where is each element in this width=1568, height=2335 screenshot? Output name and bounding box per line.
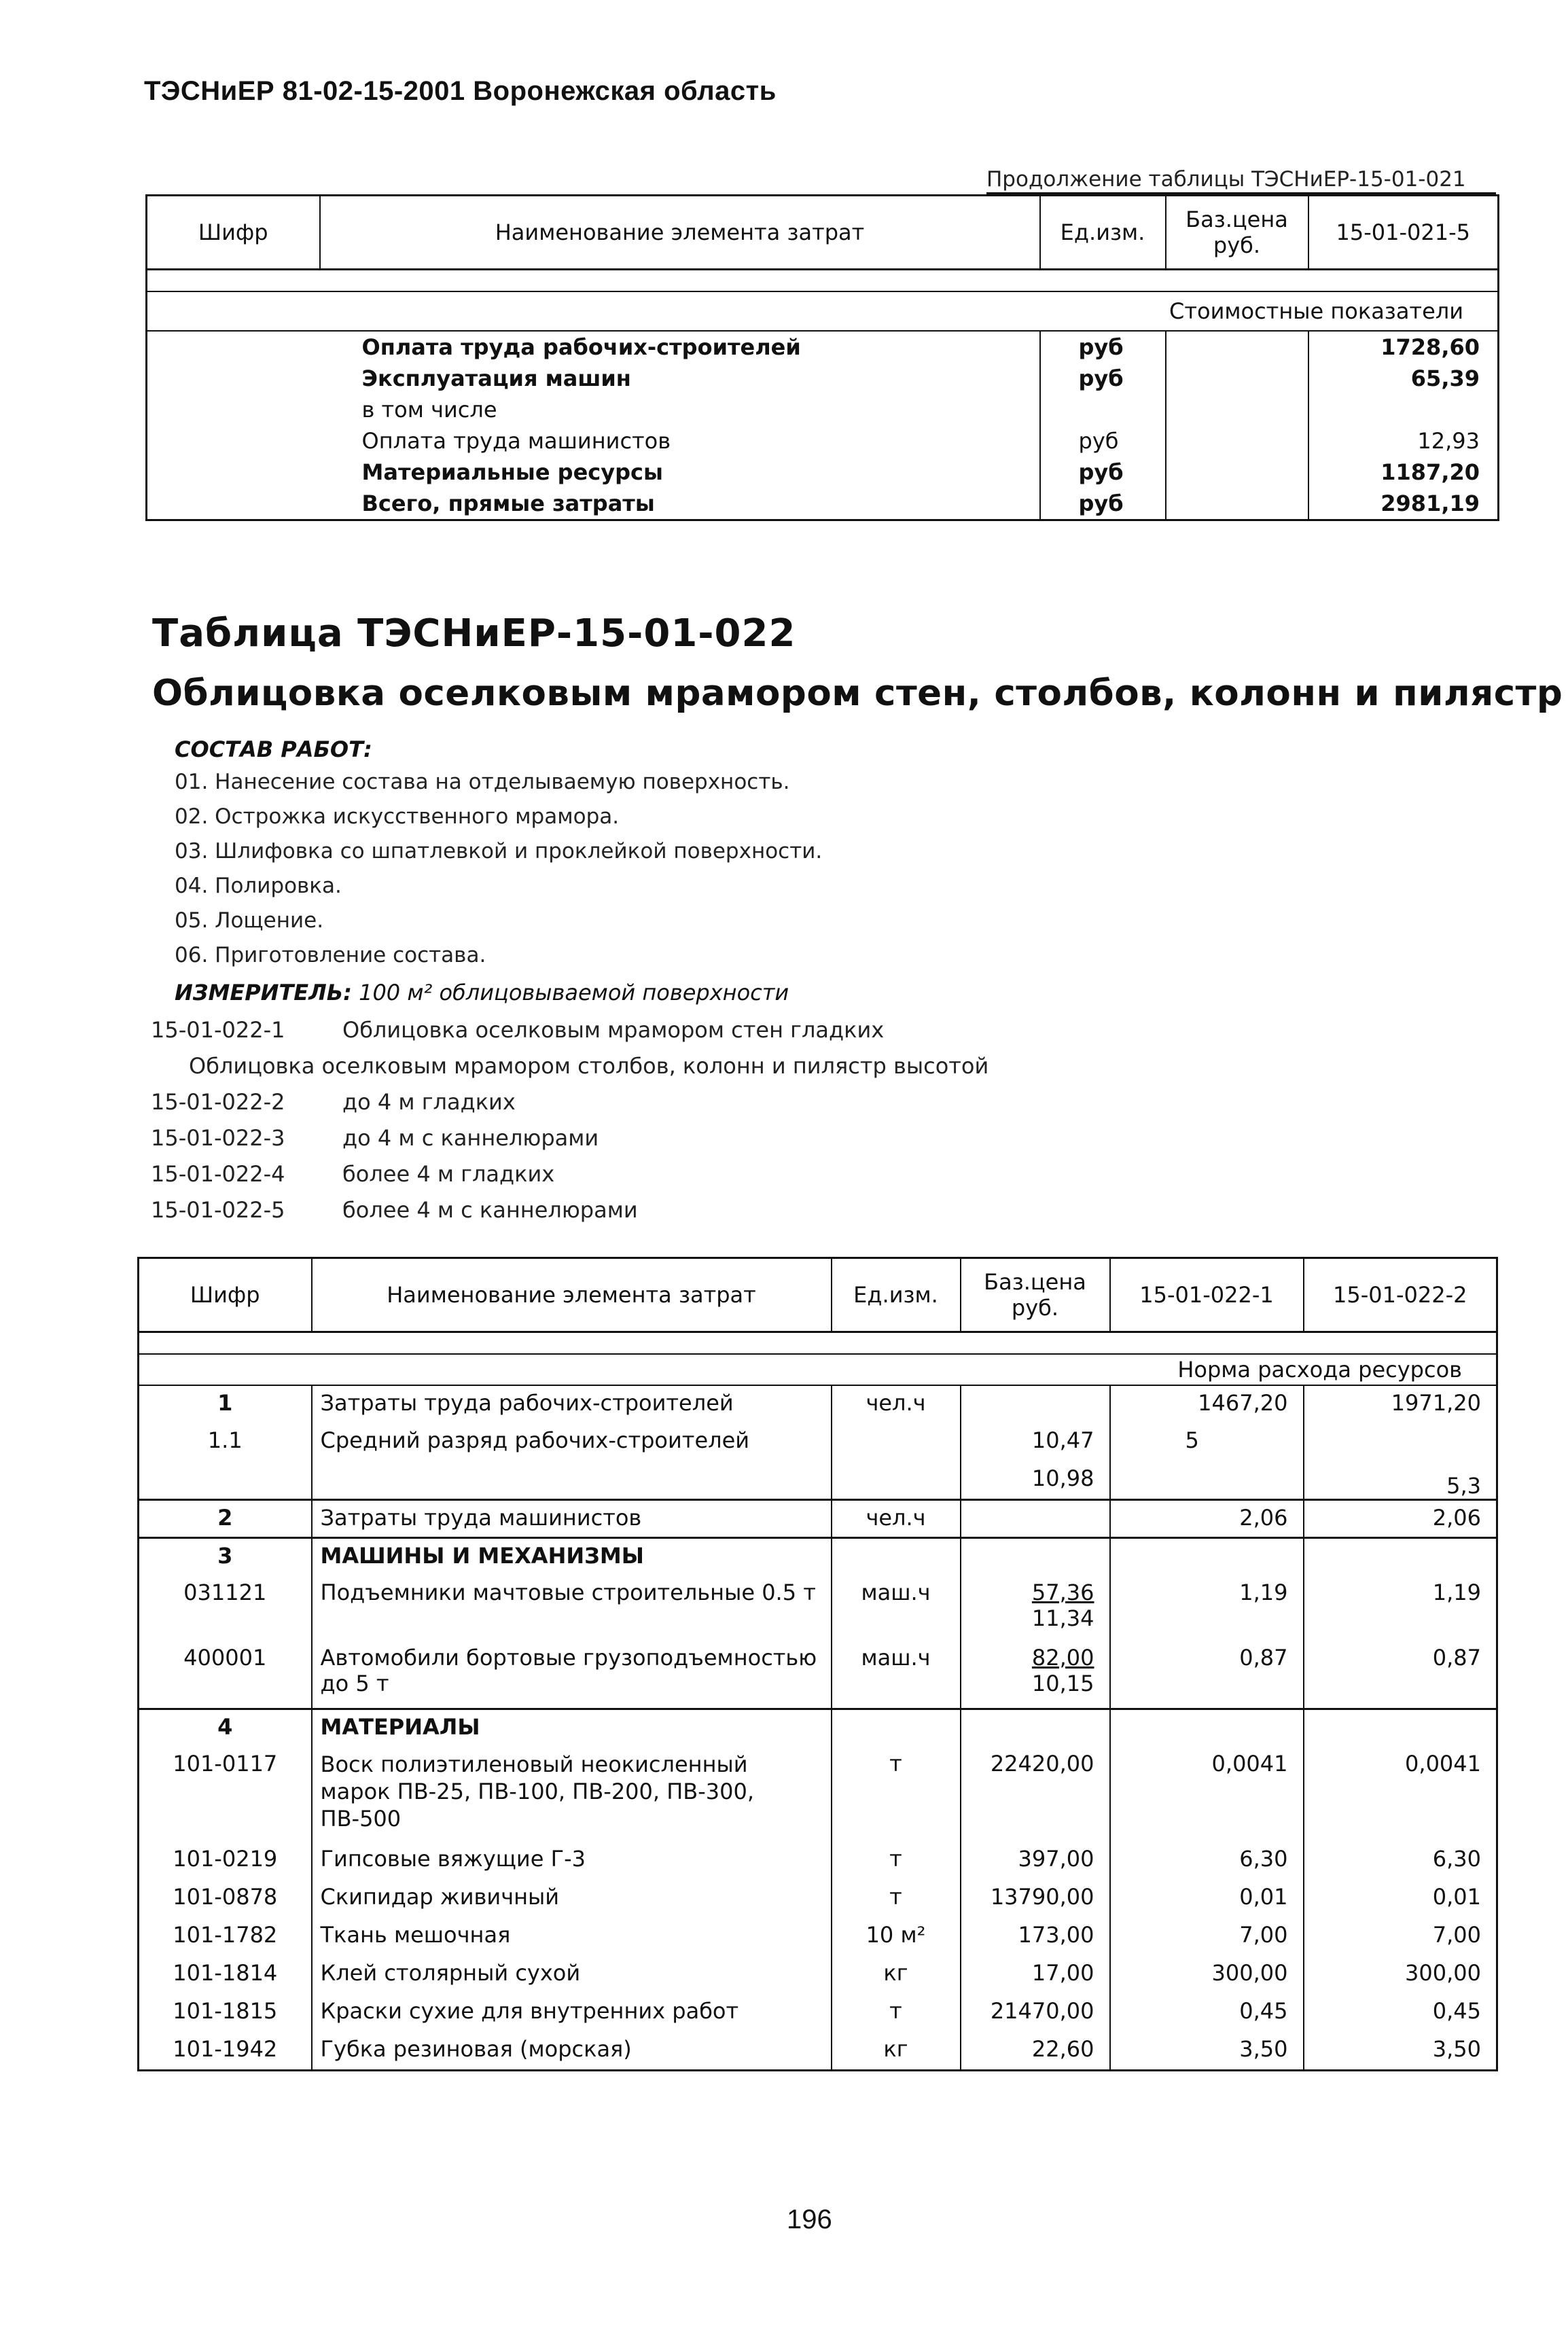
col-header-price: Баз.цена руб. [1166,196,1308,270]
header-gap [139,1332,1497,1355]
table-row [139,1641,1497,1709]
code: 15-01-022-4 [151,1161,285,1187]
row-price-machinist: 11,34 [1031,1605,1094,1631]
measurer-line [175,980,789,1005]
row-price: 22420,00 [961,1747,1110,1842]
row-value-2: 0,45 [1432,1998,1481,2024]
row-value-1 [1110,1709,1304,1747]
code: 15-01-022-2 [151,1089,285,1115]
col-header-code-022-2: 15-01-022-2 [1304,1258,1497,1332]
row-name: Губка резиновая (морская) [312,2032,832,2070]
col-header-code: Шифр [139,1258,312,1332]
row-code [139,1461,312,1499]
row-code: 2 [139,1499,312,1537]
row-price: 173,00 [961,1918,1110,1956]
row-name: Материальные ресурсы [320,457,1040,488]
row-value: 1187,20 [1380,459,1480,485]
row-unit: т [832,1994,961,2032]
row-unit: кг [832,1956,961,1994]
row-code: 101-1815 [139,1994,312,2032]
row-price: 397,00 [961,1842,1110,1880]
row-value-2 [1304,1423,1497,1461]
row-value: 12,93 [1417,428,1480,454]
row-value-1: 0,45 [1110,1994,1304,2032]
row-price: 17,00 [961,1956,1110,1994]
row-code: 101-1814 [139,1956,312,1994]
row-unit [832,1461,961,1499]
row-unit [1040,394,1166,425]
measurer-value: 100 м² облицовываемой поверхности [359,980,789,1005]
codes-list [151,1012,988,1228]
row-name: Затраты труда машинистов [312,1499,832,1537]
operation-item: 05. Лощение. [175,908,324,933]
row-name: Краски сухие для внутренних работ [312,1994,832,2032]
code-text: Облицовка оселковым мрамором столбов, колонн и пилястр высотой [189,1053,989,1079]
row-unit: чел.ч [832,1385,961,1423]
row-name: Клей столярный сухой [312,1956,832,1994]
operation-item: 06. Приготовление состава. [175,943,486,967]
row-value-1 [1110,1461,1304,1499]
table-row [139,2032,1497,2070]
table-row [147,363,1499,394]
row-unit: руб [1040,425,1166,457]
table-subtitle: Облицовка оселковым мрамором стен, столбов, колонн и пилястр [152,673,1563,714]
row-name: Всего, прямые затраты [320,488,1040,520]
row-name: Автомобили бортовые грузоподъемностью до 5 т [312,1641,832,1709]
row-value-1: 6,30 [1110,1842,1304,1880]
col-header-code: Шифр [147,196,320,270]
row-value-2: 3,50 [1432,2036,1481,2062]
col-header-price: Баз.цена руб. [961,1258,1110,1332]
row-value-2: 6,30 [1432,1846,1481,1872]
table-row [147,457,1499,488]
col-header-code-021-5: 15-01-021-5 [1308,196,1499,270]
row-unit: маш.ч [832,1575,961,1641]
row-value-1: 3,50 [1110,2032,1304,2070]
row-unit: т [832,1747,961,1842]
row-code: 101-1782 [139,1918,312,1956]
code: 15-01-022-5 [151,1197,285,1223]
row-value: 2981,19 [1380,491,1480,516]
row-price: 13790,00 [961,1880,1110,1918]
row-name: Эксплуатация машин [320,363,1040,394]
row-value-2: 5,3 [1446,1472,1481,1499]
row-price [961,1537,1110,1575]
header-gap [147,270,1499,292]
row-value-2: 2,06 [1304,1499,1497,1537]
row-code: 101-1942 [139,2032,312,2070]
operation-item: 02. Острожка искусственного мрамора. [175,804,620,829]
col-header-name: Наименование элемента затрат [320,196,1040,270]
row-name: Подъемники мачтовые строительные 0.5 т [312,1575,832,1641]
row-name: Затраты труда рабочих-строителей [312,1385,832,1423]
operation-item: 01. Нанесение состава на отделываемую поверхность. [175,770,790,794]
row-value: 1728,60 [1380,334,1480,360]
code: 15-01-022-1 [151,1017,285,1043]
subheader-cost-indicators: Стоимостные показатели [147,291,1499,331]
row-price [961,1499,1110,1537]
row-name: Оплата труда машинистов [320,425,1040,457]
row-price-machinist: 10,15 [1031,1671,1094,1696]
code-text: до 4 м с каннелюрами [342,1125,599,1151]
row-unit: маш.ч [832,1641,961,1709]
row-code: 031121 [139,1575,312,1641]
table-row [139,1423,1497,1461]
row-price-cell [961,1641,1110,1709]
col-header-unit: Ед.изм. [832,1258,961,1332]
row-unit: кг [832,2032,961,2070]
row-price: 57,36 [1031,1580,1094,1605]
table-row [147,425,1499,457]
row-price-cell [961,1575,1110,1641]
row-unit: руб [1040,331,1166,363]
row-name: Гипсовые вяжущие Г-3 [312,1842,832,1880]
row-code: 1.1 [139,1423,312,1461]
row-code: 1 [139,1385,312,1423]
row-unit: т [832,1880,961,1918]
col-header-code-022-1: 15-01-022-1 [1110,1258,1304,1332]
table-row [139,1918,1497,1956]
row-value-2: 300,00 [1405,1960,1481,1986]
table-row [139,1499,1497,1537]
row-code: 4 [139,1709,312,1747]
row-name: МАШИНЫ И МЕХАНИЗМЫ [312,1537,832,1575]
sostav-label: СОСТАВ РАБОТ: [175,736,372,762]
row-unit [832,1423,961,1461]
row-value-2: 1,19 [1432,1580,1481,1605]
row-value-1: 1,19 [1110,1575,1304,1641]
row-value [1308,394,1499,425]
row-unit: т [832,1842,961,1880]
subheader-resource-norm: Норма расхода ресурсов [139,1354,1497,1385]
table-row [139,1461,1497,1499]
table-row [147,331,1499,363]
row-value-2: 0,0041 [1405,1751,1481,1777]
row-value-2: 0,87 [1432,1645,1481,1671]
cost-table-15-01-021 [145,194,1499,521]
row-price [961,1709,1110,1747]
row-name: Оплата труда рабочих-строителей [320,331,1040,363]
code-text: более 4 м гладких [342,1161,555,1187]
row-unit: руб [1040,363,1166,394]
operations-list [175,765,822,973]
row-value-2: 1971,20 [1391,1390,1481,1416]
row-name: Скипидар живичный [312,1880,832,1918]
code: 15-01-022-3 [151,1125,285,1151]
row-value-2: 0,01 [1432,1884,1481,1910]
continuation-note: Продолжение таблицы ТЭСНиЕР-15-01-021 [986,167,1466,192]
code-text: более 4 м с каннелюрами [342,1197,638,1223]
row-value-2: 7,00 [1432,1922,1481,1948]
row-unit: 10 м² [832,1918,961,1956]
row-value-2 [1304,1537,1497,1575]
table-row [139,1880,1497,1918]
row-code: 101-0117 [139,1747,312,1842]
row-price: 82,00 [1031,1645,1094,1671]
row-name: Ткань мешочная [312,1918,832,1956]
row-value-1: 0,0041 [1110,1747,1304,1842]
operation-item: 03. Шлифовка со шпатлевкой и проклейкой поверхности. [175,839,823,863]
row-name [312,1461,832,1499]
operation-item: 04. Полировка. [175,874,342,898]
row-code: 101-0878 [139,1880,312,1918]
row-value-1: 7,00 [1110,1918,1304,1956]
row-value-1: 2,06 [1110,1499,1304,1537]
row-price: 10,98 [961,1461,1110,1499]
table-row [139,1575,1497,1641]
row-price: 21470,00 [961,1994,1110,2032]
table-row [147,488,1499,520]
row-price: 10,47 [961,1423,1110,1461]
row-value-1: 0,01 [1110,1880,1304,1918]
col-header-name: Наименование элемента затрат [312,1258,832,1332]
measurer-label: ИЗМЕРИТЕЛЬ: [175,980,352,1005]
row-value-1 [1110,1537,1304,1575]
table-row [139,1747,1497,1842]
table-row [139,1842,1497,1880]
row-price [961,1385,1110,1423]
row-value-1: 5 [1110,1423,1304,1461]
row-code: 101-0219 [139,1842,312,1880]
table-row [139,1385,1497,1423]
row-value-2 [1304,1709,1497,1747]
row-name: Средний разряд рабочих-строителей [312,1423,832,1461]
table-row [139,1994,1497,2032]
row-unit: руб [1040,457,1166,488]
page-number: 196 [787,2205,832,2234]
row-name: Воск полиэтиленовый неокисленный марок ПВ-25, ПВ-100, ПВ-200, ПВ-300, ПВ-500 [312,1747,832,1842]
row-unit: чел.ч [832,1499,961,1537]
table-row [147,394,1499,425]
col-header-unit: Ед.изм. [1040,196,1166,270]
document-header: ТЭСНиЕР 81-02-15-2001 Воронежская область [144,76,777,106]
table-row [139,1956,1497,1994]
row-value-1: 1467,20 [1110,1385,1304,1423]
row-unit [832,1709,961,1747]
code-text: Облицовка оселковым мрамором стен гладких [342,1017,885,1043]
row-code: 3 [139,1537,312,1575]
row-code: 400001 [139,1641,312,1709]
row-value: 65,39 [1410,366,1480,391]
table-row [139,1709,1497,1747]
row-unit: руб [1040,488,1166,520]
table-row [139,1537,1497,1575]
row-value-1: 300,00 [1110,1956,1304,1994]
row-name: МАТЕРИАЛЫ [312,1709,832,1747]
row-value-1: 0,87 [1110,1641,1304,1709]
row-unit [832,1537,961,1575]
row-price: 22,60 [961,2032,1110,2070]
code-text: до 4 м гладких [342,1089,516,1115]
resource-table-15-01-022 [137,1257,1498,2071]
row-name: в том числе [320,394,1040,425]
table-title: Таблица ТЭСНиЕР-15-01-022 [152,611,796,656]
